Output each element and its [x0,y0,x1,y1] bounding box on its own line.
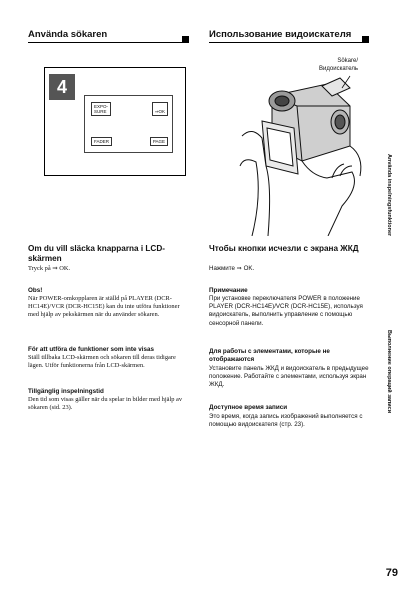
lcd-exposure-button: EXPO- SURE [91,102,111,116]
lcd-ok-button [152,102,168,116]
ru-instruction: Нажмите ⇒ OK. [209,265,255,272]
ru-operations-heading: Для работы с элементами, которые не отображаются [209,348,330,363]
lcd-ok-label: OK [158,109,165,114]
viewfinder-callout-label: Sökare/ Видоискатель [319,58,358,72]
sv-header-marker [182,36,189,43]
sv-recording-time-heading: Tillgänglig inspelningstid [28,388,104,395]
lcd-fader-button: FADER [91,137,112,146]
ru-operations-body: Установите панель ЖКД и видоискатель в предыдущее положение. Работайте с элементами, используя экран ЖКД. [209,365,369,389]
ru-header-rule [209,42,362,43]
sv-operations-heading: För att utföra de funktioner som inte visas [28,346,154,353]
page-number: 79 [385,567,398,579]
sv-header-rule [28,42,182,43]
ru-title: Чтобы кнопки исчезли с экрана ЖКД [209,244,359,253]
sv-instruction: Tryck på ⇒ OK. [28,265,71,272]
ru-note-heading: Примечание [209,287,248,294]
lcd-page-button: PAGE [150,137,168,146]
sv-title: Om du vill släcka knapparna i LCD-skärmen [28,244,165,263]
camcorder-illustration [232,66,372,236]
ru-header: Использование видоискателя [209,29,352,40]
ru-recording-time-heading: Доступное время записи [209,404,288,411]
step-number: 4 [49,74,75,100]
side-tab-sv: Använda inspelningsfunktioner [386,154,392,237]
return-arrow-icon: ⇒ [154,109,159,114]
ru-recording-time-body: Это время, когда запись изображений выполняется с помощью видоискателя (стр. 23). [209,413,363,429]
sv-note-body: När POWER-omkopplaren är ställd på PLAYER (DCR-HC14E)/VCR (DCR-HC15E) kan du inte utföra funktioner med hjälp av pekskärmen när du använder sökaren. [28,295,180,318]
sv-recording-time-body: Den tid som visas gäller när du spelar in bilder med hjälp av sökaren (sid. 23). [28,396,183,411]
lcd-screen-illustration [84,95,173,153]
ru-note-body: При установке переключателя POWER в положение PLAYER (DCR-HC14E)/VCR (DCR-HC15E), используя видоискатель, выполнить управление с помощью сенсорной панели. [209,295,363,327]
side-tab [382,154,398,324]
ru-header-marker [362,36,369,43]
side-tab-ru: Выполнение операций записи [386,330,392,414]
sv-note-heading: Obs! [28,287,43,294]
sv-header: Använda sökaren [28,29,108,40]
sv-operations-body: Ställ tillbaka LCD-skärmen och sökaren till deras tidigare lägen. Utför funktionerna från LCD-skärmen. [28,354,176,369]
